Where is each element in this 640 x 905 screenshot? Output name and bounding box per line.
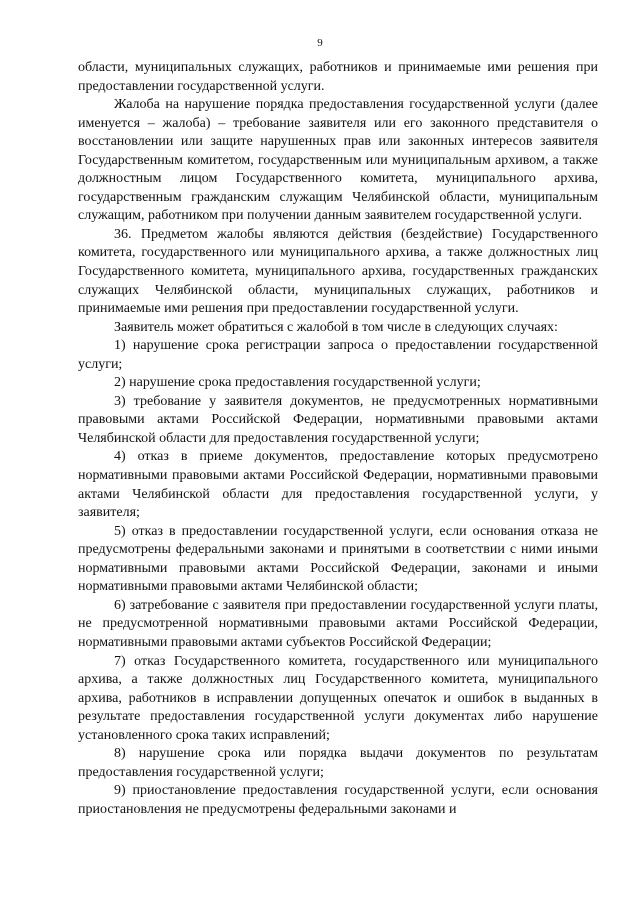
list-item: 5) отказ в предоставлении государственной услуги, если основания отказа не предусмотрены федеральными законами и принятыми в соответствии с ними иными нормативными правовыми актами Российской Федерации, законами и иными нормативными правовыми актами Челябинской области; (78, 523, 598, 595)
list-item: 9) приостановление предоставления государственной услуги, если основания приостановления не предусмотрены федеральными законами и (78, 783, 598, 817)
paragraph: области, муниципальных служащих, работников и принимаемые ими решения при предоставлении государственной услуги. (78, 60, 598, 94)
paragraph: Жалоба на нарушение порядка предоставления государственной услуги (далее именуется – жалоба) – требование заявителя или его законного представителя о восстановлении или защите нарушенных прав или законных интересов заявителя Государственным комитетом, государственным или муниципальным архивом, а также должностным лицом Государственного комитета, муниципального архива, государственным гражданским служащим Челябинской области, муниципальным служащим, работником при получении данным заявителем государственной услуги. (78, 97, 598, 224)
paragraph: Заявитель может обратиться с жалобой в том числе в следующих случаях: (114, 319, 558, 335)
list-item: 7) отказ Государственного комитета, государственного или муниципального архива, а также должностных лиц Государственного комитета, муниципального архива, работников в исправлении допущенных опечаток и ошибок в выданных в результате предоставления государственной услуги документах либо нарушение установленного срока таких исправлений; (78, 653, 598, 743)
list-item: 2) нарушение срока предоставления государственной услуги; (114, 375, 481, 391)
paragraph: 36. Предметом жалобы являются действия (бездействие) Государственного комитета, государственного или муниципального архива, а также должностных лиц Государственного комитета, муниципального архива, государственных гражданских служащих Челябинской области, муниципальных служащих, работников и принимаемые ими решения при предоставлении государственной услуги. (78, 226, 598, 317)
page-number: 9 (317, 37, 323, 49)
list-item: 1) нарушение срока регистрации запроса о предоставлении государственной услуги; (78, 338, 598, 372)
list-item: 6) затребование с заявителя при предоставлении государственной услуги платы, не предусмотренной нормативными правовыми актами Российской Федерации, нормативными правовыми актами субъектов Российской Федерации; (78, 597, 598, 650)
document-body (78, 59, 598, 819)
list-item: 4) отказ в приеме документов, предоставление которых предусмотрено нормативными правовыми актами Российской Федерации, нормативными правовыми актами Челябинской области для предоставления государственной услуги, у заявителя; (78, 449, 598, 521)
list-item: 8) нарушение срока или порядка выдачи документов по результатам предоставления государственной услуги; (78, 746, 598, 780)
list-item: 3) требование у заявителя документов, не предусмотренных нормативными правовыми актами Российской Федерации, нормативными правовыми актами Челябинской области для предоставления государственной услуги; (78, 393, 598, 446)
